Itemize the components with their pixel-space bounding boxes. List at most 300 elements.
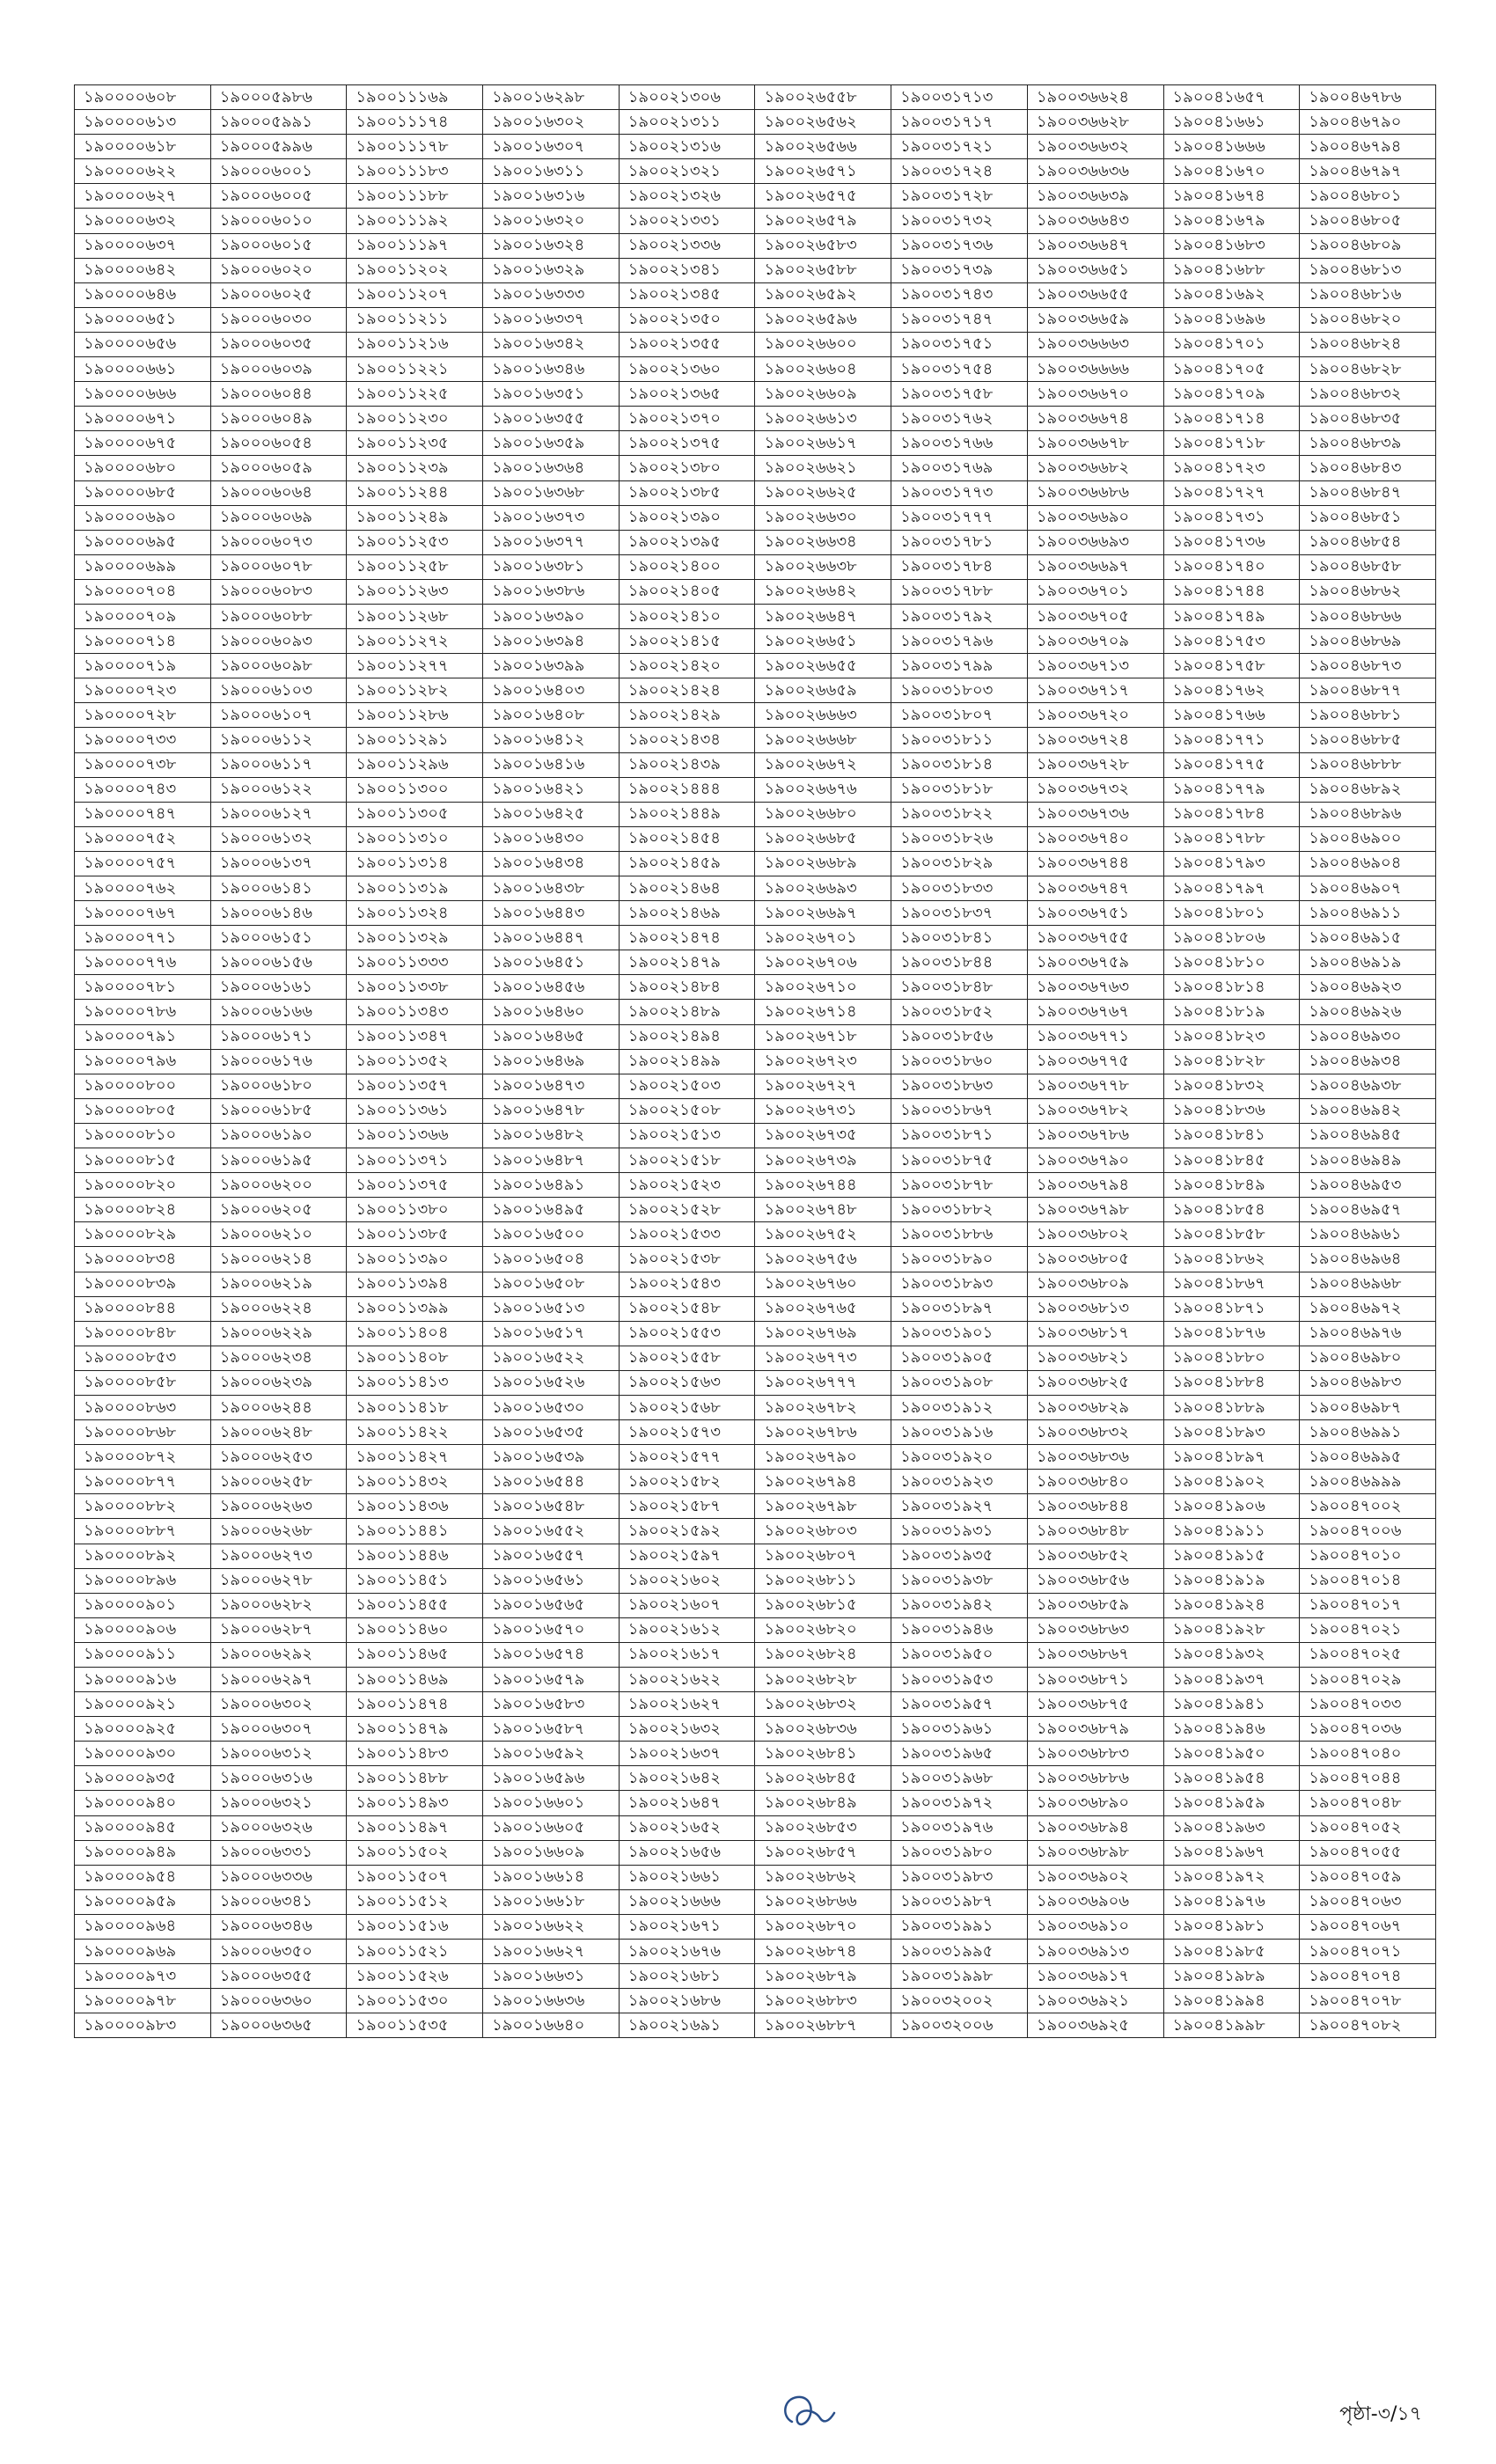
roll-number-cell: ১৯০০৩৬৭৮৬ (1027, 1123, 1163, 1148)
roll-number-cell: ১৯০০১১২৭২ (347, 629, 483, 654)
roll-number-cell: ১৯০০০৬২০০ (210, 1173, 347, 1198)
roll-number-cell: ১৯০০১১১৯২ (347, 209, 483, 233)
roll-number-cell: ১৯০০৩১৭৫১ (891, 332, 1028, 356)
roll-number-cell: ১৯০০১১২৪৪ (347, 480, 483, 505)
roll-number-cell: ১৯০০১১২১৬ (347, 332, 483, 356)
roll-number-cell: ১৯০০৩১৭৫৪ (891, 357, 1028, 382)
roll-number-cell: ১৯০০২১৬৭১ (619, 1914, 755, 1939)
roll-number-cell: ১৯০০২৬৬৫৫ (755, 654, 891, 678)
roll-number-cell: ১৯০০০০৬৪২ (75, 258, 211, 282)
roll-number-cell: ১৯০০৪৬৮৪৩ (1300, 456, 1436, 480)
page-number: পৃষ্ঠা-৩/১৭ (1339, 2403, 1422, 2425)
roll-number-cell: ১৯০০২৬৭৮২ (755, 1395, 891, 1419)
roll-number-cell: ১৯০০১৬৪৩০ (483, 826, 620, 851)
roll-number-cell: ১৯০০০০৮৬৮ (75, 1420, 211, 1445)
roll-number-cell: ১৯০০২১৩৫০ (619, 307, 755, 332)
roll-number-cell: ১৯০০০৬১৭৬ (210, 1049, 347, 1074)
roll-number-cell: ১৯০০২১৩২১ (619, 159, 755, 184)
roll-number-cell: ১৯০০০৬০৯৩ (210, 629, 347, 654)
table-row (75, 752, 1436, 777)
roll-number-cell: ১৯০০৪১৮৯৩ (1163, 1420, 1300, 1445)
roll-number-cell: ১৯০০১৬৩৫৯ (483, 431, 620, 456)
roll-number-cell: ১৯০০৩৬৭৬৩ (1027, 975, 1163, 1000)
roll-number-cell: ১৯০০১১৪০৪ (347, 1321, 483, 1346)
roll-number-cell: ১৯০০৪৭০৫৫ (1300, 1840, 1436, 1865)
roll-number-cell: ১৯০০১১২১১ (347, 307, 483, 332)
roll-number-cell: ১৯০০১৬৪৫৬ (483, 975, 620, 1000)
roll-number-cell: ১৯০০৪১৭০৯ (1163, 382, 1300, 407)
roll-number-cell: ১৯০০৩১৯৩১ (891, 1519, 1028, 1544)
roll-number-cell: ১৯০০৪৬৯৩০ (1300, 1024, 1436, 1049)
roll-number-cell: ১৯০০৩৬৭৮২ (1027, 1098, 1163, 1123)
roll-number-cell: ১৯০০৩৬৭৭৮ (1027, 1074, 1163, 1098)
roll-number-cell: ১৯০০১১৪৬৯ (347, 1668, 483, 1692)
roll-number-cell: ১৯০০১১৫১২ (347, 1889, 483, 1914)
roll-number-cell: ১৯০০৩৬৮৯৮ (1027, 1840, 1163, 1865)
roll-number-cell: ১৯০০০৬২৯৭ (210, 1668, 347, 1692)
roll-number-cell: ১৯০০২৬৭০৬ (755, 950, 891, 975)
roll-number-cell: ১৯০০০৬২৩৪ (210, 1346, 347, 1370)
roll-number-cell: ১৯০০১৬৬০৯ (483, 1840, 620, 1865)
roll-number-cell: ১৯০০৪১৭৫৮ (1163, 654, 1300, 678)
roll-number-cell: ১৯০০১৬৫৮৩ (483, 1692, 620, 1717)
roll-number-cell: ১৯০০০০৬৭৫ (75, 431, 211, 456)
roll-number-cell: ১৯০০০৬১১২ (210, 728, 347, 752)
roll-number-cell: ১৯০০১৬৩৪৬ (483, 357, 620, 382)
roll-number-cell: ১৯০০০০৭৭৬ (75, 950, 211, 975)
roll-number-cell: ১৯০০২৬৮৭০ (755, 1914, 891, 1939)
roll-number-cell: ১৯০০৩৬৬৭৪ (1027, 407, 1163, 431)
roll-number-cell: ১৯০০১৬৩৯০ (483, 604, 620, 628)
roll-number-cell: ১৯০০০৬০৩৫ (210, 332, 347, 356)
roll-number-cell: ১৯০০২৬৭৯০ (755, 1445, 891, 1470)
roll-number-cell: ১৯০০৪৬৯৯৯ (1300, 1470, 1436, 1494)
roll-number-cell: ১৯০০২৬৬১৭ (755, 431, 891, 456)
roll-number-cell: ১৯০০০৫৯৯৬ (210, 135, 347, 159)
roll-number-cell: ১৯০০৩৬৬৬৬ (1027, 357, 1163, 382)
roll-number-cell: ১৯০০৪৬৯৩৮ (1300, 1074, 1436, 1098)
roll-number-cell: ১৯০০৪৬৯৬৮ (1300, 1272, 1436, 1296)
roll-number-cell: ১৯০০৩১৭৪৭ (891, 307, 1028, 332)
roll-number-cell: ১৯০০২৬৭৬৯ (755, 1321, 891, 1346)
table-row (75, 1766, 1436, 1791)
roll-number-cell: ১৯০০০০৭৯১ (75, 1024, 211, 1049)
roll-number-cell: ১৯০০১১৪২২ (347, 1420, 483, 1445)
table-row (75, 1395, 1436, 1419)
roll-number-cell: ১৯০০৪৭০৬৩ (1300, 1889, 1436, 1914)
roll-number-cell: ১৯০০০০৬৯৯ (75, 554, 211, 579)
roll-number-cell: ১৯০০১১৪৫৫ (347, 1593, 483, 1617)
roll-number-cell: ১৯০০৩১৮১৮ (891, 777, 1028, 802)
roll-number-cell: ১৯০০১১৩৩৩ (347, 950, 483, 975)
roll-number-cell: ১৯০০৩৬৬৯৩ (1027, 530, 1163, 554)
roll-number-cell: ১৯০০২১৩২৬ (619, 184, 755, 209)
roll-number-cell: ১৯০০২১৬০২ (619, 1568, 755, 1593)
roll-number-cell: ১৯০০৩১৮৩৩ (891, 876, 1028, 901)
roll-number-cell: ১৯০০২৬৮০৩ (755, 1519, 891, 1544)
table-row (75, 554, 1436, 579)
roll-number-cell: ১৯০০৪৭০১৭ (1300, 1593, 1436, 1617)
roll-number-cell: ১৯০০৩৬৭১৩ (1027, 654, 1163, 678)
roll-number-cell: ১৯০০৩১৯৬৫ (891, 1742, 1028, 1766)
roll-number-cell: ১৯০০৪৬৯৮৭ (1300, 1395, 1436, 1419)
roll-number-cell: ১৯০০১৬৩৪২ (483, 332, 620, 356)
roll-number-cell: ১৯০০১১৩৪৩ (347, 1000, 483, 1024)
roll-number-cell: ১৯০০১১৩৬৬ (347, 1123, 483, 1148)
roll-number-cell: ১৯০০৩১৯০৮ (891, 1370, 1028, 1395)
roll-number-cell: ১৯০০২১৫৭৭ (619, 1445, 755, 1470)
roll-number-cell: ১৯০০০০৮২০ (75, 1173, 211, 1198)
roll-number-cell: ১৯০০২১৫১৩ (619, 1123, 755, 1148)
roll-number-cell: ১৯০০১১২৪৯ (347, 505, 483, 530)
roll-number-cell: ১৯০০৪১৯০২ (1163, 1470, 1300, 1494)
roll-number-cell: ১৯০০২৬৮৪৯ (755, 1791, 891, 1815)
roll-number-cell: ১৯০০৩১৮০৩ (891, 678, 1028, 703)
roll-number-cell: ১৯০০০০৬৬৬ (75, 382, 211, 407)
roll-number-cell: ১৯০০১১২৬৮ (347, 604, 483, 628)
roll-number-cell: ১৯০০৩১৮৭১ (891, 1123, 1028, 1148)
roll-number-cell: ১৯০০৪৬৮৭৭ (1300, 678, 1436, 703)
roll-number-cell: ১৯০০৩৬৮৬৭ (1027, 1642, 1163, 1667)
roll-number-cell: ১৯০০৩১৮৪৪ (891, 950, 1028, 975)
roll-number-cell: ১৯০০৪৭০০৬ (1300, 1519, 1436, 1544)
roll-number-cell: ১৯০০২১৪১০ (619, 604, 755, 628)
roll-number-cell: ১৯০০৩১৯৪২ (891, 1593, 1028, 1617)
roll-number-cell: ১৯০০১১২০৭ (347, 282, 483, 307)
roll-number-cell: ১৯০০৪১৮৪৫ (1163, 1148, 1300, 1173)
roll-number-cell: ১৯০০২৬৬৯৩ (755, 876, 891, 901)
roll-number-cell: ১৯০০০০৬৮৫ (75, 480, 211, 505)
roll-number-cell: ১৯০০১১৩৪৭ (347, 1024, 483, 1049)
roll-number-cell: ১৯০০৩৬৮৮৩ (1027, 1742, 1163, 1766)
roll-number-cell: ১৯০০০০৯৪৫ (75, 1815, 211, 1840)
roll-number-cell: ১৯০০০৬২৬৩ (210, 1494, 347, 1519)
roll-number-cell: ১৯০০২১৪৬৯ (619, 901, 755, 926)
roll-number-cell: ১৯০০৩৬৮৭৯ (1027, 1717, 1163, 1742)
roll-number-cell: ১৯০০৩৬৯১০ (1027, 1914, 1163, 1939)
roll-number-cell: ১৯০০০৬৩১৬ (210, 1766, 347, 1791)
roll-number-cell: ১৯০০৩১৭৪৩ (891, 282, 1028, 307)
roll-number-cell: ১৯০০৩১৮৮২ (891, 1198, 1028, 1222)
roll-number-cell: ১৯০০৩৬৭৫১ (1027, 901, 1163, 926)
roll-number-cell: ১৯০০০০৯৬৪ (75, 1914, 211, 1939)
roll-number-cell: ১৯০০২১৬২২ (619, 1668, 755, 1692)
roll-number-cell: ১৯০০২১৫৪৩ (619, 1272, 755, 1296)
roll-number-cell: ১৯০০৪১৬৫৭ (1163, 85, 1300, 110)
roll-number-cell: ১৯০০০৬২৭৮ (210, 1568, 347, 1593)
table-row (75, 1346, 1436, 1370)
roll-number-cell: ১৯০০০৬১৮০ (210, 1074, 347, 1098)
roll-number-cell: ১৯০০৪১৯০৬ (1163, 1494, 1300, 1519)
roll-number-cell: ১৯০০০৬০৬৪ (210, 480, 347, 505)
roll-number-cell: ১৯০০৪১৮৫৮ (1163, 1222, 1300, 1247)
roll-number-cell: ১৯০০০৬২০৫ (210, 1198, 347, 1222)
roll-number-cell: ১৯০০৪১৭১৮ (1163, 431, 1300, 456)
roll-number-cell: ১৯০০২৬৬৯৭ (755, 901, 891, 926)
roll-number-cell: ১৯০০১১২৯৬ (347, 752, 483, 777)
roll-number-cell: ১৯০০২৬৬৩৮ (755, 554, 891, 579)
table-row (75, 1914, 1436, 1939)
table-row (75, 1815, 1436, 1840)
roll-number-cell: ১৯০০৪১৮৮৯ (1163, 1395, 1300, 1419)
roll-number-cell: ১৯০০২১৫০৩ (619, 1074, 755, 1098)
roll-number-cell: ১৯০০৩১৯২৩ (891, 1470, 1028, 1494)
roll-number-cell: ১৯০০৩৬৭৫৯ (1027, 950, 1163, 975)
table-row (75, 1148, 1436, 1173)
roll-number-cell: ১৯০০০৬২৪৪ (210, 1395, 347, 1419)
roll-number-cell: ১৯০০৩১৭৯৬ (891, 629, 1028, 654)
roll-number-cell: ১৯০০১৬৪৬৫ (483, 1024, 620, 1049)
roll-number-cell: ১৯০০১১৪৮৩ (347, 1742, 483, 1766)
roll-number-cell: ১৯০০১১৪৮৮ (347, 1766, 483, 1791)
roll-number-cell: ১৯০০০০৮৭৭ (75, 1470, 211, 1494)
roll-number-cell: ১৯০০৩৬৭৯৮ (1027, 1198, 1163, 1222)
roll-number-cell: ১৯০০০০৬২২ (75, 159, 211, 184)
roll-number-cell: ১৯০০০০৮১৫ (75, 1148, 211, 1173)
roll-number-cell: ১৯০০৪৬৮৫৪ (1300, 530, 1436, 554)
roll-number-cell: ১৯০০০৬৩২১ (210, 1791, 347, 1815)
roll-number-cell: ১৯০০০৬২৩৯ (210, 1370, 347, 1395)
roll-number-cell: ১৯০০৩৬৭২৮ (1027, 752, 1163, 777)
roll-number-cell: ১৯০০২১৫০৮ (619, 1098, 755, 1123)
roll-number-cell: ১৯০০০৬১৩৭ (210, 851, 347, 876)
roll-number-cell: ১৯০০৪১৯৮১ (1163, 1914, 1300, 1939)
roll-number-cell: ১৯০০৩১৯৮৩ (891, 1865, 1028, 1889)
roll-number-cell: ১৯০০৪১৯৬৩ (1163, 1815, 1300, 1840)
roll-number-cell: ১৯০০৩১৭৯৯ (891, 654, 1028, 678)
roll-number-cell: ১৯০০৪১৮১৯ (1163, 1000, 1300, 1024)
table-row (75, 1321, 1436, 1346)
roll-number-cell: ১৯০০২১৩১৬ (619, 135, 755, 159)
roll-number-cell: ১৯০০২১৫৮২ (619, 1470, 755, 1494)
roll-number-cell: ১৯০০২১৫৫৩ (619, 1321, 755, 1346)
roll-number-cell: ১৯০০০৬০৫৯ (210, 456, 347, 480)
roll-number-cell: ১৯০০০৬১২২ (210, 777, 347, 802)
roll-number-cell: ১৯০০০০৮৭২ (75, 1445, 211, 1470)
roll-number-cell: ১৯০০২১৫৭৩ (619, 1420, 755, 1445)
roll-number-cell: ১৯০০৪১৮৩২ (1163, 1074, 1300, 1098)
roll-number-cell: ১৯০০৩১৮৮৬ (891, 1222, 1028, 1247)
roll-number-cell: ১৯০০৩১৯৬১ (891, 1717, 1028, 1742)
roll-number-cell: ১৯০০০৬২৭৩ (210, 1544, 347, 1568)
roll-number-cell: ১৯০০৩১৭৩৯ (891, 258, 1028, 282)
roll-number-cell: ১৯০০৪১৭৩৬ (1163, 530, 1300, 554)
roll-number-cell: ১৯০০১১১৮৮ (347, 184, 483, 209)
table-row (75, 1247, 1436, 1272)
roll-number-cell: ১৯০০৪৬৮৬৬ (1300, 604, 1436, 628)
roll-number-cell: ১৯০০৪১৮৩৬ (1163, 1098, 1300, 1123)
roll-number-cell: ১৯০০১১৫২১ (347, 1940, 483, 1964)
roll-number-cell: ১৯০০১১২৩০ (347, 407, 483, 431)
roll-number-cell: ১৯০০২১৩১১ (619, 110, 755, 135)
roll-number-cell: ১৯০০০০৬৮০ (75, 456, 211, 480)
roll-number-cell: ১৯০০১১৩২৯ (347, 926, 483, 950)
roll-number-cell: ১৯০০১৬৫২৬ (483, 1370, 620, 1395)
roll-number-cell: ১৯০০৩১৯৪৬ (891, 1617, 1028, 1642)
roll-number-cell: ১৯০০৩৬৮৪৮ (1027, 1519, 1163, 1544)
roll-number-cell: ১৯০০৩১৯৯৮ (891, 1964, 1028, 1989)
roll-number-cell: ১৯০০৪১৮৮০ (1163, 1346, 1300, 1370)
roll-number-cell: ১৯০০১৬৫৬১ (483, 1568, 620, 1593)
roll-number-cell: ১৯০০১১৩৮০ (347, 1198, 483, 1222)
roll-number-cell: ১৯০০২১৪৬৪ (619, 876, 755, 901)
roll-number-cell: ১৯০০৪৬৮৪৭ (1300, 480, 1436, 505)
roll-number-cell: ১৯০০০০৯৩০ (75, 1742, 211, 1766)
roll-number-cell: ১৯০০৩১৯৯৫ (891, 1940, 1028, 1964)
roll-number-cell: ১৯০০০০৮৩৯ (75, 1272, 211, 1296)
table-row (75, 258, 1436, 282)
roll-number-cell: ১৯০০৩১৯৭৬ (891, 1815, 1028, 1840)
roll-number-cell: ১৯০০৩৬৭৩২ (1027, 777, 1163, 802)
roll-number-cell: ১৯০০৪১৮৬৭ (1163, 1272, 1300, 1296)
table-row (75, 357, 1436, 382)
roll-number-cell: ১৯০০৩১৯৩৫ (891, 1544, 1028, 1568)
roll-number-cell: ১৯০০১১২৩৯ (347, 456, 483, 480)
roll-number-cell: ১৯০০৪৭০১৪ (1300, 1568, 1436, 1593)
roll-number-cell: ১৯০০০৬০৪৯ (210, 407, 347, 431)
roll-number-cell: ১৯০০৩১৯৮৭ (891, 1889, 1028, 1914)
roll-number-cell: ১৯০০০০৮৬৩ (75, 1395, 211, 1419)
roll-number-cell: ১৯০০৪১৯৭২ (1163, 1865, 1300, 1889)
roll-number-cell: ১৯০০৪১৯৬৭ (1163, 1840, 1300, 1865)
roll-number-cell: ১৯০০৩২০০৬ (891, 2013, 1028, 2038)
roll-number-cell: ১৯০০০০৯২১ (75, 1692, 211, 1717)
roll-number-cell: ১৯০০৪৬৮৯৬ (1300, 802, 1436, 826)
roll-number-cell: ১৯০০৪৬৯১১ (1300, 901, 1436, 926)
roll-number-cell: ১৯০০০০৭৫৭ (75, 851, 211, 876)
table-row (75, 1692, 1436, 1717)
roll-number-cell: ১৯০০০০৯৭৮ (75, 1989, 211, 2013)
roll-number-cell: ১৯০০৪১৮২৩ (1163, 1024, 1300, 1049)
roll-number-cell: ১৯০০২১৪৭৯ (619, 950, 755, 975)
roll-number-cell: ১৯০০২৬৬৮৯ (755, 851, 891, 876)
roll-number-cell: ১৯০০২৬৬৩০ (755, 505, 891, 530)
roll-number-cell: ১৯০০১১৪৯৩ (347, 1791, 483, 1815)
roll-number-cell: ১৯০০৩১৯৭২ (891, 1791, 1028, 1815)
table-row (75, 826, 1436, 851)
roll-number-cell: ১৯০০২১৫৬৮ (619, 1395, 755, 1419)
roll-number-cell: ১৯০০২৬৫৬২ (755, 110, 891, 135)
roll-number-cell: ১৯০০৪৬৮৩৯ (1300, 431, 1436, 456)
roll-number-cell: ১৯০০১১২৩৫ (347, 431, 483, 456)
roll-number-cell: ১৯০০৪১৯৯৮ (1163, 2013, 1300, 2038)
roll-number-cell: ১৯০০৪৬৮১৩ (1300, 258, 1436, 282)
roll-number-cell: ১৯০০৪৬৯৮৩ (1300, 1370, 1436, 1395)
roll-number-cell: ১৯০০০০৭১৪ (75, 629, 211, 654)
roll-number-cell: ১৯০০৩৬৭২৪ (1027, 728, 1163, 752)
roll-number-cell: ১৯০০০০৬৭১ (75, 407, 211, 431)
roll-number-cell: ১৯০০০০৮৯৬ (75, 1568, 211, 1593)
roll-number-cell: ১৯০০২১৬৫৬ (619, 1840, 755, 1865)
roll-number-cell: ১৯০০৩৬৮২৯ (1027, 1395, 1163, 1419)
table-row (75, 1470, 1436, 1494)
roll-number-cell: ১৯০০২৬৭১৪ (755, 1000, 891, 1024)
roll-number-cell: ১৯০০২১৫৮৭ (619, 1494, 755, 1519)
roll-number-cell: ১৯০০৩১৮৭৮ (891, 1173, 1028, 1198)
roll-number-cell: ১৯০০০০৭২৩ (75, 678, 211, 703)
roll-number-cell: ১৯০০০৬২৪৮ (210, 1420, 347, 1445)
table-row (75, 1222, 1436, 1247)
roll-number-cell: ১৯০০০০৮৮৭ (75, 1519, 211, 1544)
roll-number-cell: ১৯০০৪৬৭৯৭ (1300, 159, 1436, 184)
roll-number-cell: ১৯০০১৬৪০৮ (483, 703, 620, 728)
roll-number-cell: ১৯০০৩৬৮০৯ (1027, 1272, 1163, 1296)
roll-number-cell: ১৯০০৪৬৭৯০ (1300, 110, 1436, 135)
roll-number-cell: ১৯০০৩৬৬৩৯ (1027, 184, 1163, 209)
roll-number-cell: ১৯০০৩১৭৮১ (891, 530, 1028, 554)
roll-number-cell: ১৯০০৩৬৬৮২ (1027, 456, 1163, 480)
roll-number-cell: ১৯০০০৬০৬৯ (210, 505, 347, 530)
roll-number-cell: ১৯০০১৬৬৪০ (483, 2013, 620, 2038)
roll-number-cell: ১৯০০৩১৮৬৭ (891, 1098, 1028, 1123)
roll-number-cell: ১৯০০৩৬৭৪৭ (1027, 876, 1163, 901)
roll-number-cell: ১৯০০৩৬৭৯৪ (1027, 1173, 1163, 1198)
roll-number-cell: ১৯০০৩১৭৯২ (891, 604, 1028, 628)
roll-number-cell: ১৯০০০৬১৬৬ (210, 1000, 347, 1024)
roll-number-cell: ১৯০০২১৪২৯ (619, 703, 755, 728)
roll-number-cell: ১৯০০১৬৩৭৭ (483, 530, 620, 554)
roll-number-cell: ১৯০০২৬৬০৯ (755, 382, 891, 407)
roll-number-cell: ১৯০০৪৭০২১ (1300, 1617, 1436, 1642)
roll-number-cell: ১৯০০৪৬৮২০ (1300, 307, 1436, 332)
roll-number-cell: ১৯০০১১৪৭৪ (347, 1692, 483, 1717)
roll-number-cell: ১৯০০১১৫৩৫ (347, 2013, 483, 2038)
roll-number-cell: ১৯০০৩১৭৬৯ (891, 456, 1028, 480)
roll-number-cell: ১৯০০০৬১০৭ (210, 703, 347, 728)
roll-number-cell: ১৯০০২৬৮০৭ (755, 1544, 891, 1568)
roll-number-cell: ১৯০০৪৬৮৮৮ (1300, 752, 1436, 777)
roll-number-cell: ১৯০০৩১৯৫০ (891, 1642, 1028, 1667)
roll-number-cell: ১৯০০২৬৫৮৩ (755, 233, 891, 258)
roll-number-cell: ১৯০০১৬৬৩১ (483, 1964, 620, 1989)
roll-number-cell: ১৯০০৩৬৭৬৭ (1027, 1000, 1163, 1024)
roll-number-cell: ১৯০০০০৯৭৩ (75, 1964, 211, 1989)
roll-number-cell: ১৯০০০৬১৫১ (210, 926, 347, 950)
roll-number-cell: ১৯০০৪৭০৭৪ (1300, 1964, 1436, 1989)
roll-number-cell: ১৯০০২৬৮৫৩ (755, 1815, 891, 1840)
roll-number-cell: ১৯০০০৬৩২৬ (210, 1815, 347, 1840)
roll-number-cell: ১৯০০১৬৩৫৫ (483, 407, 620, 431)
table-row (75, 1568, 1436, 1593)
roll-number-cell: ১৯০০৩১৮৭৫ (891, 1148, 1028, 1173)
roll-number-cell: ১৯০০৪১৮২৮ (1163, 1049, 1300, 1074)
roll-number-cell: ১৯০০০৬৩৫০ (210, 1940, 347, 1964)
roll-number-cell: ১৯০০১১১৯৭ (347, 233, 483, 258)
table-row (75, 1593, 1436, 1617)
roll-number-cell: ১৯০০৩৬৬২৪ (1027, 85, 1163, 110)
roll-number-cell: ১৯০০৪১৯১১ (1163, 1519, 1300, 1544)
roll-number-cell: ১৯০০১১২৫৮ (347, 554, 483, 579)
roll-number-cell: ১৯০০৪১৭০৫ (1163, 357, 1300, 382)
roll-number-cell: ১৯০০৩১৮৫২ (891, 1000, 1028, 1024)
roll-number-cell: ১৯০০৪১৭৯৩ (1163, 851, 1300, 876)
roll-number-cell: ১৯০০০৬০২০ (210, 258, 347, 282)
roll-number-cell: ১৯০০০০৮১০ (75, 1123, 211, 1148)
roll-number-cell: ১৯০০৪৬৯২৬ (1300, 1000, 1436, 1024)
roll-number-cell: ১৯০০৩৬৯১৩ (1027, 1940, 1163, 1964)
roll-number-cell: ১৯০০৪১৮৪১ (1163, 1123, 1300, 1148)
roll-number-cell: ১৯০০৪১৭৯৭ (1163, 876, 1300, 901)
table-row (75, 1049, 1436, 1074)
table-row (75, 110, 1436, 135)
roll-number-cell: ১৯০০১৬৩২০ (483, 209, 620, 233)
roll-number-cell: ১৯০০০০৬৩৭ (75, 233, 211, 258)
roll-number-cell: ১৯০০২৬৮৬২ (755, 1865, 891, 1889)
roll-number-cell: ১৯০০২৬৭৪৪ (755, 1173, 891, 1198)
roll-number-cell: ১৯০০০০৯১৬ (75, 1668, 211, 1692)
roll-number-cell: ১৯০০৪৬৯০৪ (1300, 851, 1436, 876)
roll-number-cell: ১৯০০০৬১৪৬ (210, 901, 347, 926)
